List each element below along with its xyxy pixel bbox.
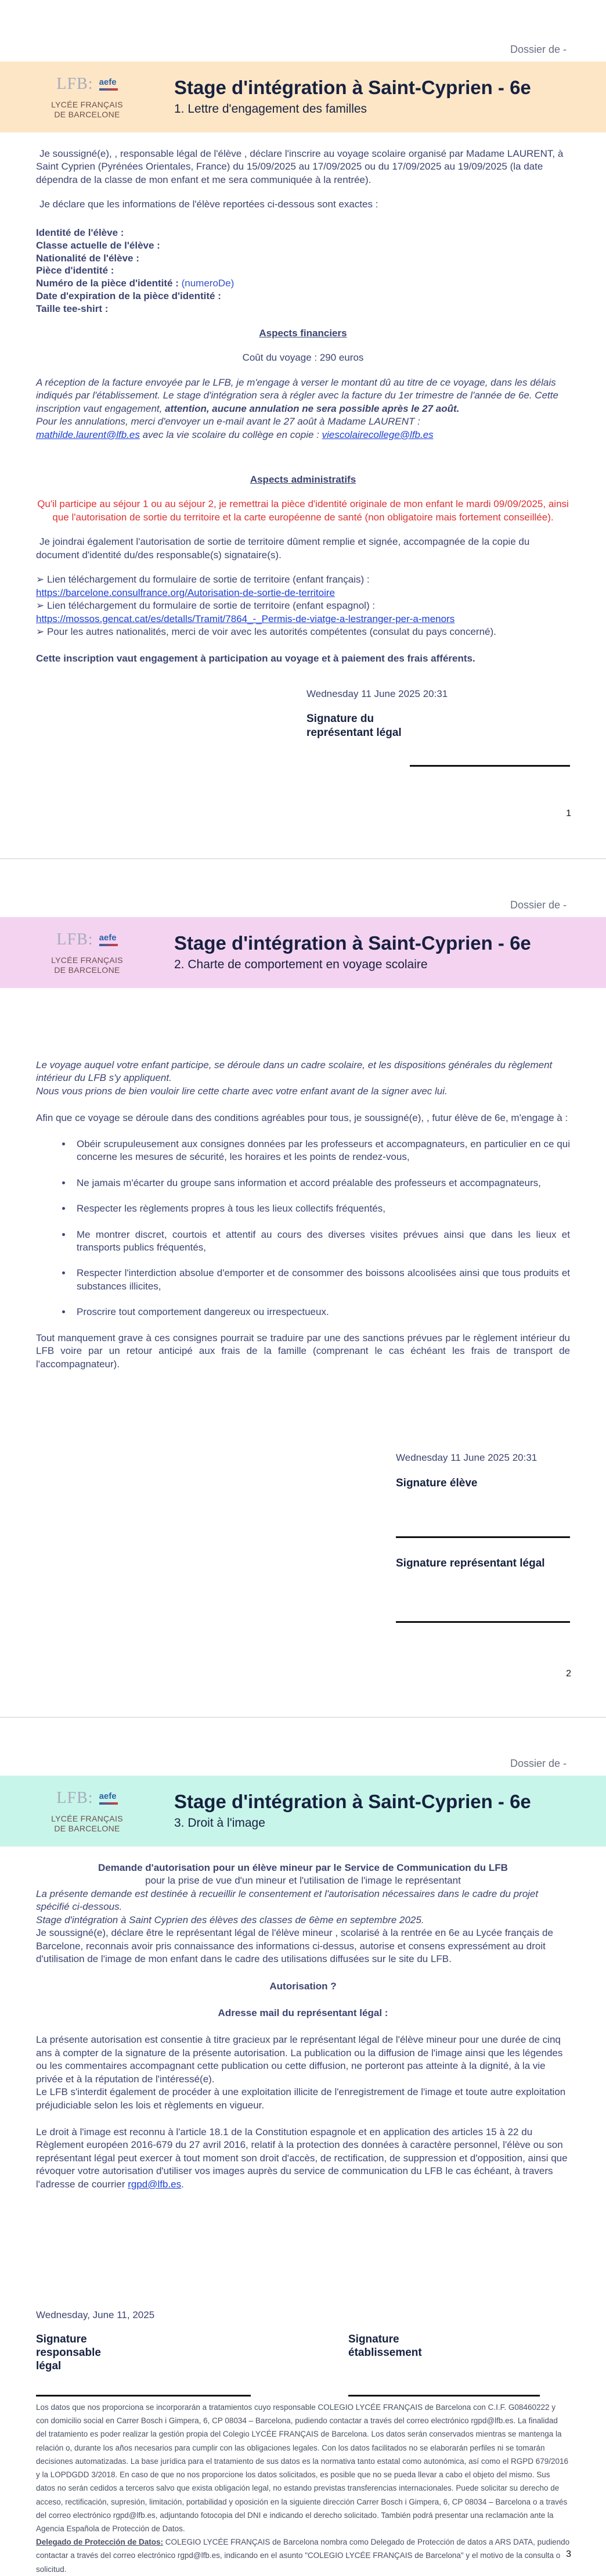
spanish-exit-form-link[interactable]: https://mossos.gencat.cat/es/detalls/Tramit/7864_-_Permis-de-viatge-a-lestranger-per-a-menors [36, 613, 455, 624]
signature-date: Wednesday, June 11, 2025 [36, 2309, 155, 2320]
no-misuse-paragraph: Le LFB s'interdit également de procéder à une exploitation illicite de l'enregistrement de l'image et toute autre exploitation préjudiciable selon les lois et règlements en vigueur. [36, 2086, 566, 2111]
lfb-logo-mark: LFB: [56, 75, 93, 94]
image-rights-body [36, 1862, 570, 2191]
school-logo [0, 917, 174, 988]
request-subheading: pour la prise de vue d'un mineur et l'utilisation de l'image le représentant [145, 1875, 461, 1887]
dossier-label: Dossier de - [510, 899, 567, 911]
page-title: Stage d'intégration à Saint-Cyprien - 6e [174, 932, 531, 954]
rgpd-email-link[interactable]: rgpd@lfb.es [128, 2178, 182, 2190]
parent-email-field[interactable]: Adresse mail du représentant légal : [218, 2007, 388, 2018]
dossier-label: Dossier de - [510, 1758, 567, 1769]
french-exit-form-link[interactable]: https://barcelone.consulfrance.org/Autorisation-de-sortie-de-territoire [36, 587, 335, 598]
page-subtitle: 3. Droit à l'image [174, 1816, 265, 1830]
page-number: 1 [566, 809, 571, 818]
request-heading: Demande d'autorisation pour un élève mineur par le Service de Communication du LFB [98, 1862, 508, 1873]
rights-paragraph: Le droit à l'image est reconnu à l'article 18.1 de la Constitution espagnole et en application des articles 15 à 22 du Règlement européen 2016-679 du 27 avril 2016, relatif à la protection des données à caractère personnel, l'élève ou son représentant légal peut exercer à tout moment son droit d'accès, de rectification, de suppression et d'opposition, ainsi que révoquer votre autorisation d'utiliser vos images auprès du service de communication du LFB le cas échéant, à travers l'adresse de courrier rgpd@lfb.es. [36, 2126, 568, 2190]
school-logo [0, 1776, 174, 1846]
trip-cost: Coût du voyage : 290 euros [242, 352, 364, 364]
aefe-logo-mark: aefe [99, 78, 118, 91]
lfb-logo-mark: LFB: [56, 930, 93, 949]
list-item: • Respecter l'interdiction absolue d'emporter et de consommer des boissons alcoolisées ainsi que tous produits et substances illicites, [72, 1267, 570, 1293]
signature-line[interactable] [410, 765, 570, 767]
page-title: Stage d'intégration à Saint-Cyprien - 6e [174, 1791, 531, 1813]
student-signature-line[interactable] [396, 1536, 570, 1538]
lfb-logo-mark: LFB: [56, 1789, 93, 1808]
invoice-paragraph: A réception de la facture envoyée par le LFB, je m'engage à verser le montant dû au titre de ce voyage, dans les délais indiqués par l'établissement. Le stage d'intégration sera à régler avec la facture du 1er trimestre de l'année de 6e. Cette inscription vaut engagement, attention, aucune annulation ne sera possible après le 27 août. [36, 376, 558, 414]
charter-body [36, 1059, 570, 1371]
list-item: • Me montrer discret, courtois et attentif au cours des diverses visites prévues ainsi que dans les lieux et transports publics fréquentés, [72, 1228, 570, 1255]
page-number: 3 [566, 2549, 571, 2559]
aefe-logo-mark: aefe [99, 933, 118, 946]
page-1 [0, 0, 606, 858]
parent-signature-label: Signature représentant légal [396, 1557, 545, 1569]
header-banner [0, 1776, 606, 1846]
download-links: ➢ Lien téléchargement du formulaire de sortie de territoire (enfant français) : https://barcelone.consulfrance.org/Autorisation-de-sortie-de-territoire ➢ Lien téléchargement du formulaire de sortie de territoire (enfant espagnol) : https://mossos.gencat.cat/es/detalls/Tramit/7864_-_Permis-de-viatge-a-lestranger-per-a-menors ➢ Pour les autres nationalités, merci de voir avec les autorités compétentes (consulat du pays concerné). [36, 574, 496, 637]
cancellation-paragraph: Pour les annulations, merci d'envoyer un e-mail avant le 27 août à Madame LAURENT : mathilde.laurent@lfb.es avec la vie scolaire du collège en copie : viescolairecollege@lfb.es [36, 416, 434, 440]
school-signature-label: Signature établissement [348, 2333, 422, 2359]
id-number-field[interactable]: (numeroDe) [181, 278, 235, 289]
logo-caption: LYCÉE FRANÇAIS DE BARCELONE [51, 99, 123, 120]
parent-signature-label: Signature responsable légal [36, 2333, 101, 2372]
administrative-title: Aspects administratifs [250, 474, 356, 485]
signature-block [306, 688, 570, 740]
exit-authorisation-paragraph: Je joindrai également l'autorisation de sortie de territoire dûment remplie et signée, accompagnée de la copie du document d'identité du/des responsable(s) signataire(s). [36, 536, 530, 561]
school-signature-line[interactable] [348, 2395, 540, 2397]
vie-scolaire-email-link[interactable]: viescolairecollege@lfb.es [322, 429, 434, 440]
authorisation-question[interactable]: Autorisation ? [269, 1980, 337, 1992]
gdpr-legal-notice: Los datos que nos proporciona se incorporarán a tratamientos cuyo responsable COLEGIO LYCÉE FRANÇAIS de Barcelona con C.I.F. G08460222 y con domicilio social en Carrer Bosch i Gimpera, 6, CP 08034 – Barcelona, pudiendo contactar a través del correo electrónico rgpd@lfb.es. La finalidad del tratamiento es poder realizar la gestión propia del Colegio LYCÉE FRANÇAIS de Barcelona. Los datos serán conservados mientras se mantenga la relación o, durante los años necesarios para cumplir con las obligaciones legales. Con los datos facilitados no se elaborarán perfiles ni se tomarán decisiones automatizadas. La base jurídica para el tratamiento de sus datos es la normativa tanto estatal como autonómica, así como el RGPD 679/2016 y la LOPDGDD 3/2018. En caso de que no nos proporcione los datos solicitados, es posible que no se pueda llevar a cabo el objeto del mismo. Sus datos no serán cedidos a terceros salvo que exista obligación legal, no estando previstas transferencias internacionales. Puede solicitar su derecho de acceso, rectificación, supresión, limitación, portabilidad y oposición en la siguiente dirección Carrer Bosch i Gimpera, 6, CP 08034 – Barcelona o a través del correo electrónico rgpd@lfb.es, adjuntando fotocopia del DNI e indicando el derecho solicitado. También podrá presentar una reclamación ante la Agencia Española de Protección de Datos. Delegado de Protección de Datos: COLEGIO LYCÉE FRANÇAIS de Barcelona nombra como Delegado de Protección de datos a ARS DATA, pudiendo contactar a través del correo electrónico rgpd@lfb.es, indicando en el asunto "COLEGIO LYCÉE FRANÇAIS de Barcelona" y el motivo de la consulta o solicitud. [36, 2403, 570, 2574]
page-3 [0, 1717, 606, 2574]
free-consent-paragraph: La présente autorisation est consentie à titre gracieux par le représentant légal de l'élève mineur pour une durée de cinq ans à compter de la signature de la présente autorisation. La publication ou la diffusion de l'image ainsi que les légendes ou les commentaires accompagnant cette publication ou cette diffusion, ne porteront pas atteinte à la dignité, à la vie privée et à la réputation de l'intéressé(e). [36, 2034, 563, 2085]
consent-paragraph: Je soussigné(e), déclare être le représentant légal de l'élève mineur , scolarisé à la rentrée en 6e au Lycée français de Barcelone, reconnais avoir pris connaissance des informations ci-dessus, autorise et consens expressément au droit d'utilisation de l'image de mon enfant dans le cadre des utilisations diffusées sur le site du LFB. [36, 1927, 553, 1965]
charter-commitment: Afin que ce voyage se déroule dans des conditions agréables pour tous, je soussigné(e), , futur élève de 6e, m'engage à : [36, 1112, 568, 1124]
page-subtitle: 1. Lettre d'engagement des familles [174, 102, 367, 116]
school-logo [0, 62, 174, 132]
parent-signature-line[interactable] [36, 2395, 251, 2397]
list-item: • Respecter les règlements propres à tous les lieux collectifs fréquentés, [72, 1202, 570, 1215]
dossier-label: Dossier de - [510, 44, 567, 55]
intro-paragraph: Je soussigné(e), , responsable légal de l'élève , déclare l'inscrire au voyage scolaire organisé par Madame LAURENT, à Saint Cyprien (Pyrénées Orientales, France) du 15/09/2025 au 17/09/2025 ou du 17/09/2025 au 19/09/2025 (la date dépendra de la classe de mon enfant et me sera communiquée à la rentrée). [36, 148, 564, 185]
list-item: • Obéir scrupuleusement aux consignes données par les professeurs et accompagnateurs, en particulier en ce qui concerne les mesures de sécurité, les horaires et les points de rendez-vous, [72, 1138, 570, 1164]
page-title: Stage d'intégration à Saint-Cyprien - 6e [174, 77, 531, 99]
teacher-email-link[interactable]: mathilde.laurent@lfb.es [36, 429, 140, 440]
charter-intro: Le voyage auquel votre enfant participe, se déroule dans un cadre scolaire, et les dispositions générales du règlement intérieur du LFB s'y appliquent. Nous vous prions de bien vouloir lire cette charte avec votre enfant avant de la signer avec lui. [36, 1059, 553, 1097]
project-line: Stage d'intégration à Saint Cyprien des élèves des classes de 6ème en septembre 2025. [36, 1914, 424, 1925]
student-signature-label: Signature élève [396, 1477, 478, 1490]
id-document-notice: Qu'il participe au séjour 1 ou au séjour 2, je remettrai la pièce d'identité originale de mon enfant le mardi 09/09/2025, ainsi que l'autorisation de sortie du territoire et la carte européenne de santé (non obligatoire mais fortement conseillée). [37, 498, 569, 523]
declaration-paragraph: Je déclare que les informations de l'élève reportées ci-dessous sont exactes : [39, 199, 378, 210]
header-banner [0, 917, 606, 988]
purpose-paragraph: La présente demande est destinée à recueillir le consentement et l'autorisation nécessaires dans le cadre du projet spécifié ci-dessous. [36, 1888, 539, 1913]
student-identity-list: Identité de l'élève : Classe actuelle de l'élève : Nationalité de l'élève : Pièce d'identité : Numéro de la pièce d'identité : (numeroDe) Date d'expiration de la pièce d'identité : Taille tee-shirt : [36, 227, 235, 314]
sanctions-paragraph: Tout manquement grave à ces consignes pourrait se traduire par une des sanctions prévues par le règlement intérieur du LFB voire par un retour anticipé aux frais de la famille (comprenant le cas échéant les frais de transport de l'accompagnateur). [36, 1332, 570, 1370]
commitment-statement: Cette inscription vaut engagement à participation au voyage et à paiement des frais afférents. [36, 653, 475, 664]
signature-date: Wednesday 11 June 2025 20:31 [396, 1452, 538, 1463]
signature-date: Wednesday 11 June 2025 20:31 [306, 688, 448, 699]
logo-caption: LYCÉE FRANÇAIS DE BARCELONE [51, 955, 123, 975]
financial-title: Aspects financiers [259, 328, 347, 339]
aefe-logo-mark: aefe [99, 1792, 118, 1805]
parent-signature-line[interactable] [396, 1621, 570, 1623]
list-item: • Ne jamais m'écarter du groupe sans information et accord préalable des professeurs et accompagnateurs, [72, 1177, 570, 1190]
signature-label: Signature du représentant légal [306, 713, 402, 739]
dpo-label: Delegado de Protección de Datos: [36, 2538, 164, 2547]
intro-section [36, 148, 570, 211]
page-number: 2 [566, 1669, 571, 1679]
financial-section [36, 327, 570, 441]
list-item: • Proscrire tout comportement dangereux ou irrespectueux. [72, 1306, 570, 1318]
administrative-section [36, 473, 570, 666]
signature-block [396, 1452, 570, 1491]
page-subtitle: 2. Charte de comportement en voyage scolaire [174, 958, 428, 972]
header-banner [0, 62, 606, 132]
logo-caption: LYCÉE FRANÇAIS DE BARCELONE [51, 1813, 123, 1834]
page-2 [0, 858, 606, 1717]
rules-list [36, 1138, 570, 1319]
